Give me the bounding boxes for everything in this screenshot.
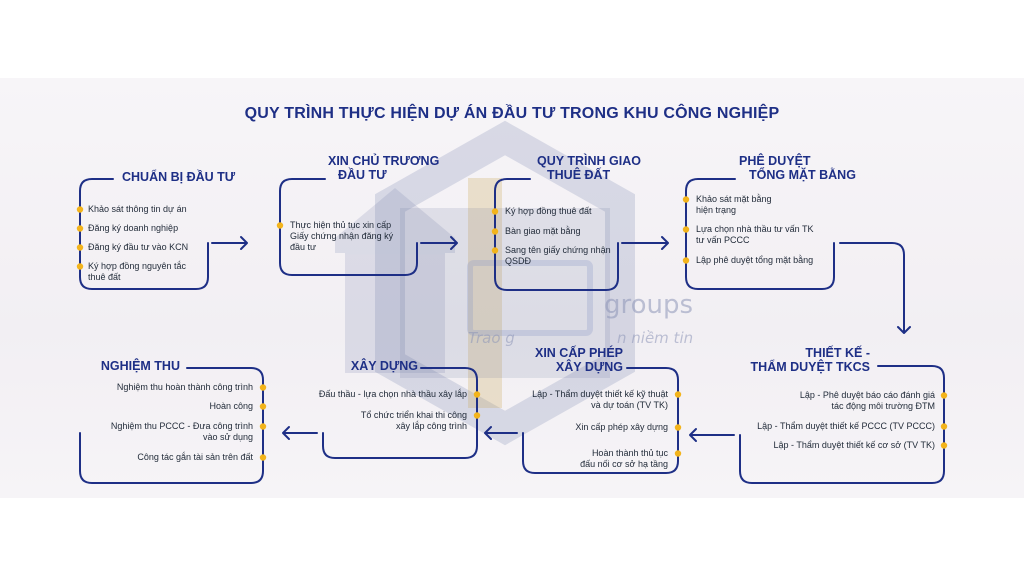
step-6-item <box>575 422 668 433</box>
step-title-line: ĐẦU TƯ <box>338 168 387 182</box>
bullet-dot <box>683 196 689 202</box>
item-line: Giấy chứng nhận đăng ký <box>290 231 394 241</box>
step-1-item <box>88 261 186 283</box>
step-7-title <box>351 359 418 373</box>
bullet-dot <box>492 247 498 253</box>
bullet-dot <box>474 391 480 397</box>
watermark-slogan-left: Trao g <box>468 329 515 347</box>
item-line: hiện trạng <box>696 205 737 215</box>
arrow-2-3 <box>421 237 457 249</box>
step-6-title <box>535 346 623 374</box>
item-line: Đăng ký đầu tư vào KCN <box>88 242 189 252</box>
step-title-line: XÂY DỰNG <box>555 360 623 374</box>
item-line: Hoàn thành thủ tục <box>591 448 668 458</box>
item-line: và dự toán (TV TK) <box>591 400 668 410</box>
bullet-dot <box>77 225 83 231</box>
step-4-item <box>696 224 813 246</box>
step-title-line: CHUẨN BỊ ĐẦU TƯ <box>122 170 236 184</box>
item-line: Lập - Phê duyệt báo cáo đánh giá <box>799 390 935 400</box>
item-line: tác động môi trường ĐTM <box>831 401 935 411</box>
item-line: Hoàn công <box>209 401 253 411</box>
step-2-item <box>290 220 393 253</box>
item-line: QSDĐ <box>505 256 532 266</box>
watermark-brand: groups <box>604 290 694 320</box>
step-5-title <box>751 346 870 374</box>
step-title-line: TỔNG MẶT BẰNG <box>749 168 856 182</box>
item-line: Khảo sát thông tin dự án <box>88 204 187 214</box>
bullet-dot <box>675 450 681 456</box>
step-title-line: THẨM DUYỆT TKCS <box>750 360 870 374</box>
bullet-dot <box>941 392 947 398</box>
bullet-dot <box>77 263 83 269</box>
item-line: Lập - Thẩm duyệt thiết kế PCCC (TV PCCC) <box>757 421 935 431</box>
item-line: Xin cấp phép xây dựng <box>575 422 668 432</box>
step-1-title <box>122 170 235 184</box>
item-line: Bàn giao mặt bằng <box>505 226 581 236</box>
bullet-dot <box>683 257 689 263</box>
step-6-item <box>580 448 668 470</box>
bullet-dot <box>260 454 266 460</box>
arrow-3-4 <box>622 237 668 249</box>
step-8-title <box>101 359 180 373</box>
item-line: Ký hợp đồng nguyên tắc <box>88 261 186 271</box>
item-line: Công tác gắn tài sản trên đất <box>137 452 253 462</box>
item-line: Lập - Thẩm duyệt thiết kế cơ sở (TV TK) <box>773 440 935 450</box>
step-4-title <box>739 154 856 182</box>
item-line: đấu nối cơ sở hạ tầng <box>580 459 668 469</box>
item-line: Sang tên giấy chứng nhận <box>505 245 611 255</box>
item-line: Đăng ký doanh nghiệp <box>88 223 179 233</box>
step-8-item <box>137 452 253 463</box>
bullet-dot <box>941 423 947 429</box>
step-1-item <box>88 242 188 253</box>
step-4-item <box>696 194 772 216</box>
step-7-item <box>361 410 467 432</box>
bullet-dot <box>260 423 266 429</box>
step-3-title <box>537 154 641 182</box>
step-8-item <box>117 382 253 393</box>
step-1-item <box>88 204 187 215</box>
bullet-dot <box>77 206 83 212</box>
bullet-dot <box>260 384 266 390</box>
step-title-line: THUÊ ĐẤT <box>547 168 611 182</box>
step-2-title <box>328 154 439 182</box>
page-title: QUY TRÌNH THỰC HIỆN DỰ ÁN ĐẦU TƯ TRONG KHU CÔNG NGHIỆP <box>244 105 780 122</box>
step-5-item <box>800 390 935 412</box>
item-line: Lập - Thẩm duyệt thiết kế kỹ thuật <box>532 389 668 399</box>
item-line: Đấu thầu - lựa chọn nhà thầu xây lắp <box>318 389 467 399</box>
bullet-dot <box>277 222 283 228</box>
step-3-item <box>505 245 611 267</box>
step-8-item <box>111 421 253 443</box>
arrow-1-2 <box>212 237 247 249</box>
bullet-dot <box>683 226 689 232</box>
item-line: Tổ chức triển khai thi công <box>360 410 467 420</box>
step-title-line: XIN CHỦ TRƯƠNG <box>328 154 440 168</box>
item-line: Nghiệm thu PCCC - Đưa công trình <box>110 421 253 431</box>
step-title-line: THIẾT KẾ - <box>805 346 870 360</box>
bullet-dot <box>260 403 266 409</box>
bullet-dot <box>492 228 498 234</box>
diagram-canvas <box>0 78 1024 498</box>
step-7-item <box>319 389 467 400</box>
step-5-item <box>757 421 935 432</box>
bullet-dot <box>941 442 947 448</box>
step-6-item <box>532 389 668 411</box>
arrow-6-7 <box>485 427 517 439</box>
watermark-slogan-right: n niềm tin <box>617 329 694 347</box>
arrow-7-8 <box>283 427 317 439</box>
arrow-5-6 <box>690 429 734 441</box>
item-line: xây lắp công trình <box>395 421 467 431</box>
step-title-line: PHÊ DUYỆT <box>739 154 811 168</box>
step-3-item <box>505 206 591 217</box>
item-line: Lập phê duyệt tổng mặt bằng <box>696 255 814 265</box>
bullet-dot <box>474 412 480 418</box>
item-line: Thực hiện thủ tục xin cấp <box>290 220 392 230</box>
step-4-item <box>696 255 813 266</box>
arrow-4-5 <box>840 243 910 333</box>
item-line: vào sử dụng <box>202 432 253 442</box>
item-line: Lựa chọn nhà thầu tư vấn TK <box>696 224 814 234</box>
bullet-dot <box>675 391 681 397</box>
item-line: Ký hợp đồng thuê đất <box>505 206 592 216</box>
step-5-item <box>773 440 935 451</box>
step-3-item <box>505 226 581 237</box>
bullet-dot <box>77 244 83 250</box>
step-1-item <box>88 223 178 234</box>
step-title-line: XIN CẤP PHÉP <box>535 346 623 360</box>
step-title-line: XÂY DỰNG <box>350 359 418 373</box>
step-title-line: NGHIỆM THU <box>100 359 180 373</box>
item-line: tư vấn PCCC <box>696 235 750 245</box>
bullet-dot <box>492 208 498 214</box>
item-line: đầu tư <box>290 242 317 252</box>
item-line: Khảo sát mặt bằng <box>696 194 772 204</box>
step-8-item <box>209 401 253 412</box>
bullet-dot <box>675 424 681 430</box>
item-line: Nghiệm thu hoàn thành công trình <box>116 382 253 392</box>
step-title-line: QUY TRÌNH GIAO <box>537 154 641 168</box>
item-line: thuê đất <box>88 272 121 282</box>
